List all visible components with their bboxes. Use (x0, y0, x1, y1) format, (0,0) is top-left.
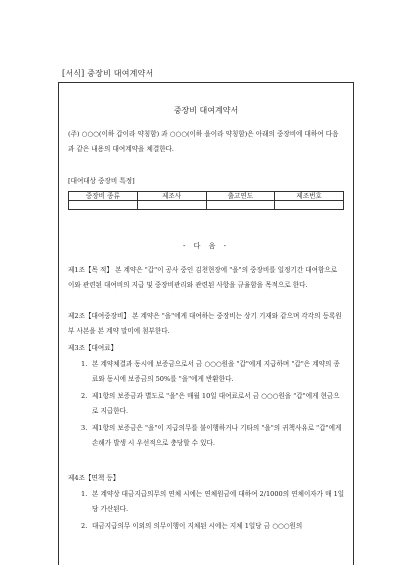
equipment-section-heading: [대여대상 중장비 특정] (68, 177, 135, 185)
article-heading: 제2조【대여중장비】 (68, 312, 130, 320)
equipment-table (68, 191, 344, 210)
item-text: 본 계약체결과 동시에 보증금으로서 금 ○○○원을 "갑"에게 지급하며 "갑"은 계약의 종료와 동시에 보증금의 50%를 "을"에게 반환한다. (92, 360, 340, 383)
article-2 (68, 309, 345, 339)
item-number: 3. (81, 424, 88, 432)
article-3-item-1 (81, 357, 345, 387)
article-3-item-3 (81, 421, 345, 451)
table-cell (275, 201, 344, 210)
item-text: 대금지급의무 이외의 의무이행이 지체된 시에는 지체 1일당 금 ○○○원의 (92, 522, 303, 530)
item-text: 제1항의 보증금은 "을"이 지급의무를 불이행하거나 기타의 "을"의 귀책사유로 "갑"에게 손해가 발생 시 우선적으로 충당할 수 있다. (92, 424, 342, 447)
intro-paragraph: (주) ○○○(이하 갑이라 약칭함) 과 ○○○(이하 을이라 약칭함)은 아래의 중장비에 대하여 다음과 같은 내용의 대여계약을 체결한다. (68, 130, 339, 153)
article-4-item-1 (81, 487, 345, 517)
section-divider: - 다 음 - (183, 242, 229, 250)
article-1 (68, 263, 345, 293)
table-cell (69, 201, 138, 210)
item-text: 본 계약상 대금지급의무의 연체 시에는 연체원금에 대하여 2/1000의 연체이자가 매 1일당 가산된다. (92, 490, 345, 513)
article-3-item-2 (81, 389, 345, 419)
article-body: 본 계약은 "을"에게 대여하는 중장비는 상기 기재와 같으며 각각의 등록원부 사본을 본 계약 말미에 첨부한다. (68, 312, 342, 335)
table-header-row (69, 192, 344, 201)
article-heading: 제1조【목 적】 (68, 266, 113, 274)
article-3-heading: 제3조【대여료】 (68, 344, 118, 352)
table-header-cell: 출고연도 (206, 192, 275, 201)
item-number: 2. (81, 522, 88, 530)
table-header-cell: 제조사 (137, 192, 206, 201)
article-body: 본 계약은 "갑"이 공사 중인 김천현장에 "을"의 중장비를 일정기간 대여함으로 이와 관련된 대여비의 지급 및 중장비관리와 관련된 사항을 규율함을 목적으로 한다. (68, 266, 338, 289)
article-4-heading: 제4조【면책 등】 (68, 474, 120, 482)
table-header-cell: 제조번호 (275, 192, 344, 201)
table-cell (137, 201, 206, 210)
form-label: [서식] 중장비 대여계약서 (62, 69, 154, 78)
contract-frame (58, 82, 354, 565)
table-header-cell: 중장비 종류 (69, 192, 138, 201)
item-number: 2. (81, 392, 88, 400)
item-number: 1. (81, 360, 88, 368)
document-title: 중장비 대여계약서 (173, 106, 239, 115)
item-number: 1. (81, 490, 88, 498)
article-4-item-2 (81, 519, 345, 534)
item-text: 제1항의 보증금과 별도로 "을"은 매월 10일 대여료로서 금 ○○○원을 "갑"에게 현금으로 지급한다. (92, 392, 340, 415)
table-row (69, 201, 344, 210)
table-cell (206, 201, 275, 210)
